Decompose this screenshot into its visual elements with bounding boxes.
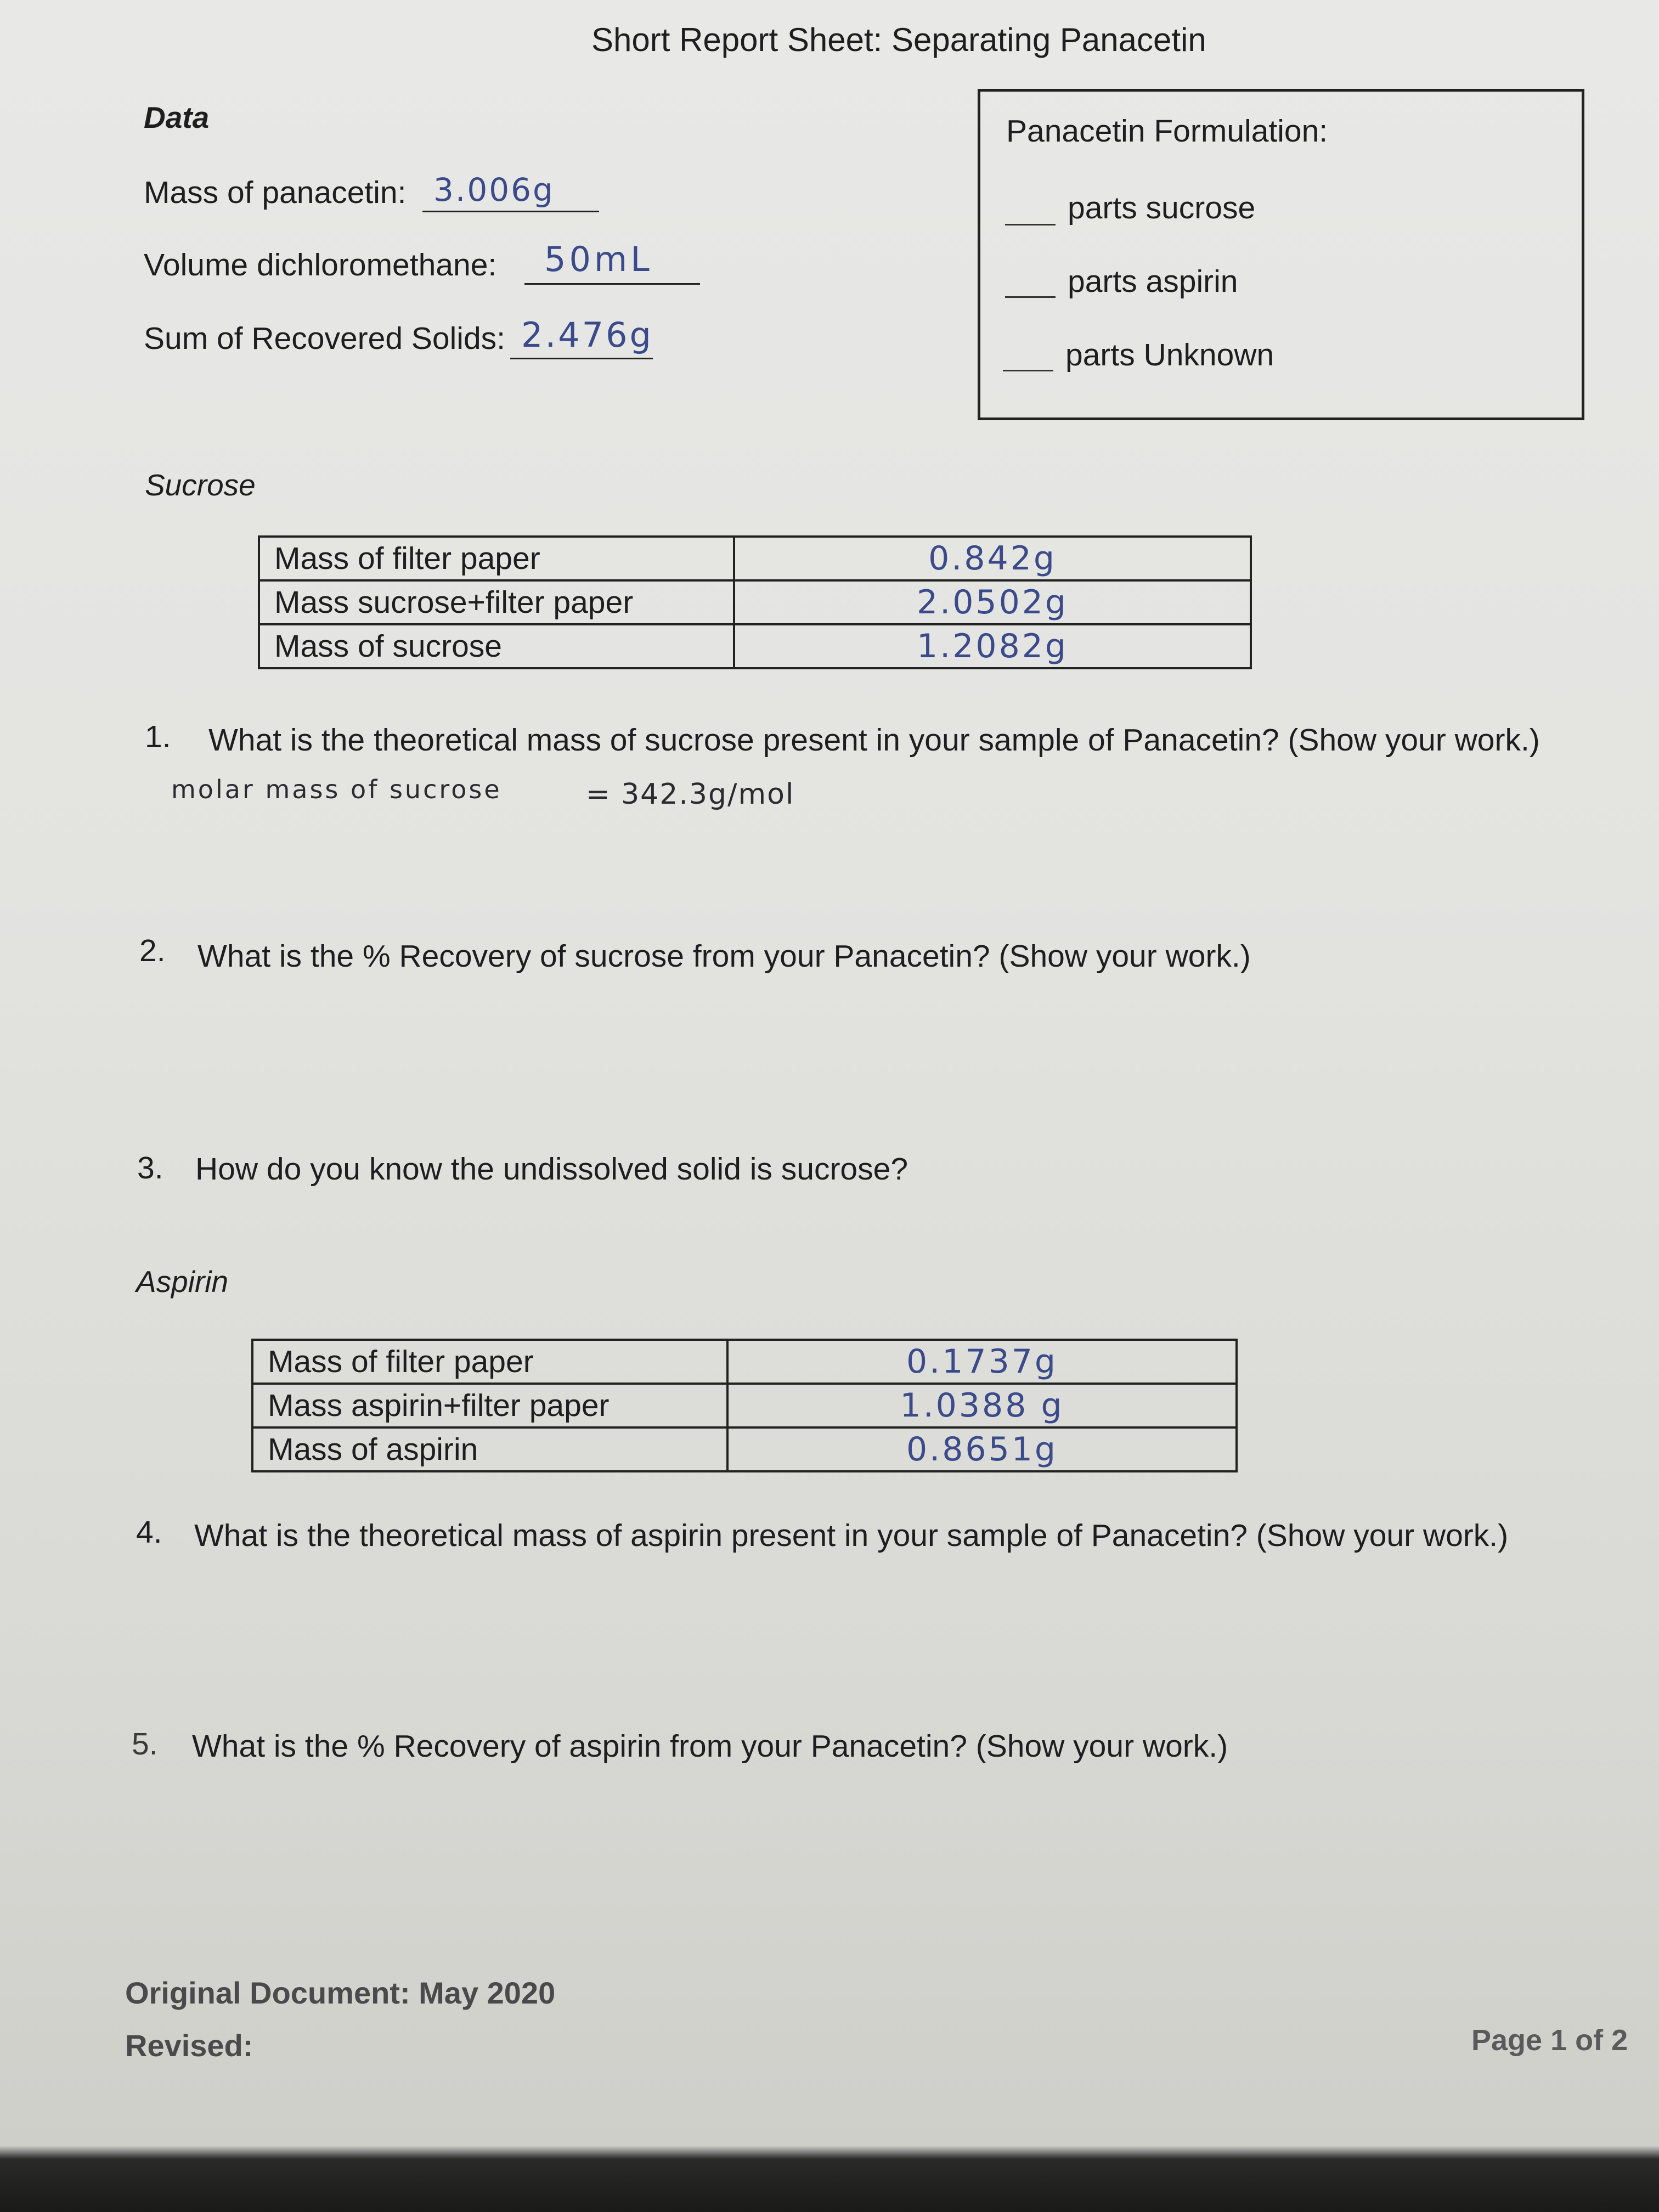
question-1-number: 1.: [145, 719, 171, 754]
table-row: [252, 1427, 1237, 1471]
sucrose-heading: Sucrose: [145, 468, 256, 502]
mass-panacetin-label: Mass of panacetin:: [144, 175, 407, 210]
aspirin-row-value: 1.0388 g: [727, 1384, 1237, 1427]
formulation-unknown: parts Unknown: [1065, 337, 1274, 373]
aspirin-row-label: Mass of filter paper: [252, 1340, 727, 1384]
page-number: Page 1 of 2: [1471, 2024, 1628, 2057]
volume-dcm-underline: [524, 283, 700, 285]
sum-solids-label: Sum of Recovered Solids:: [144, 321, 505, 356]
table-row: [252, 1384, 1237, 1427]
question-5-text: What is the % Recovery of aspirin from your Panacetin? (Show your work.): [192, 1729, 1228, 1764]
question-1-text: What is the theoretical mass of sucrose present in your sample of Panacetin? (Show your work.): [208, 723, 1540, 758]
mass-panacetin-value: 3.006g: [433, 171, 555, 208]
formulation-blank-sucrose: [1005, 224, 1056, 225]
question-5-number: 5.: [132, 1726, 158, 1762]
question-3-number: 3.: [137, 1150, 163, 1186]
table-row: [252, 1340, 1237, 1384]
aspirin-row-label: Mass of aspirin: [252, 1427, 727, 1471]
sucrose-row-label: Mass sucrose+filter paper: [259, 580, 734, 624]
data-heading: Data: [144, 100, 210, 134]
question-4-number: 4.: [136, 1515, 162, 1550]
table-row: [259, 624, 1251, 668]
formulation-blank-unknown: [1003, 370, 1053, 371]
footer-revised: Revised:: [125, 2028, 253, 2063]
q1-work-value: = 342.3g/mol: [586, 778, 795, 811]
sucrose-table: [258, 535, 1252, 669]
sum-solids-value: 2.476g: [521, 315, 653, 355]
sum-solids-underline: [510, 358, 653, 359]
formulation-sucrose: parts sucrose: [1068, 190, 1256, 225]
q1-work-label: molar mass of sucrose: [171, 775, 502, 804]
formulation-blank-aspirin: [1005, 296, 1056, 298]
question-2-number: 2.: [139, 933, 166, 968]
page-title: Short Report Sheet: Separating Panacetin: [591, 21, 1206, 58]
aspirin-row-label: Mass aspirin+filter paper: [252, 1384, 727, 1427]
question-2-text: What is the % Recovery of sucrose from your Panacetin? (Show your work.): [198, 939, 1251, 974]
sucrose-row-label: Mass of filter paper: [259, 537, 734, 580]
formulation-aspirin: parts aspirin: [1068, 264, 1238, 299]
aspirin-row-value: 0.8651g: [727, 1427, 1237, 1471]
mass-panacetin-underline: [422, 211, 599, 212]
volume-dcm-value: 50mL: [544, 239, 653, 279]
sucrose-row-value: 1.2082g: [734, 624, 1251, 668]
question-3-text: How do you know the undissolved solid is sucrose?: [195, 1152, 909, 1187]
formulation-heading: Panacetin Formulation:: [1006, 114, 1328, 149]
table-row: [259, 537, 1251, 580]
aspirin-row-value: 0.1737g: [727, 1340, 1237, 1384]
footer-original-date: Original Document: May 2020: [125, 1976, 556, 2010]
table-row: [259, 580, 1251, 624]
sucrose-row-value: 2.0502g: [734, 580, 1251, 624]
aspirin-heading: Aspirin: [136, 1265, 229, 1299]
sucrose-row-value: 0.842g: [734, 537, 1251, 580]
sucrose-row-label: Mass of sucrose: [259, 624, 734, 668]
question-4-text: What is the theoretical mass of aspirin present in your sample of Panacetin? (Show your work.): [194, 1518, 1509, 1553]
volume-dcm-label: Volume dichloromethane:: [144, 247, 497, 283]
aspirin-table: [251, 1339, 1238, 1472]
